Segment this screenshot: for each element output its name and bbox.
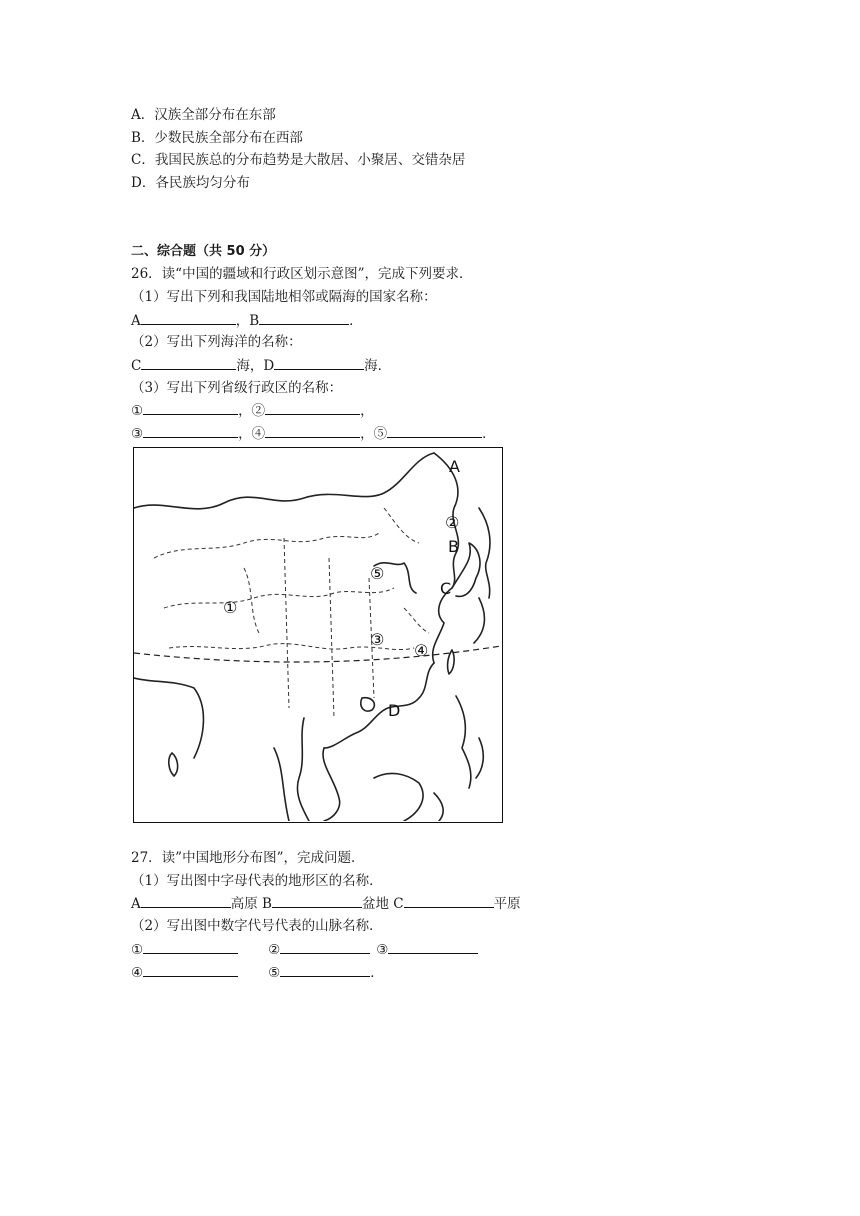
q26-part3-row2: ③ ，④ ，⑤ ． [131, 423, 496, 444]
q27-part1: （1）写出图中字母代表的地形区的名称． [131, 873, 383, 889]
map-label-2: ② [445, 513, 460, 532]
map-drawing [134, 448, 501, 821]
q27-part2-row1: ① ② ③ [131, 939, 478, 960]
landform-blank-a[interactable] [141, 893, 231, 908]
q26-part3-row1: ① ，② ， [131, 400, 374, 421]
option-a: A．汉族全部分布在东部 [131, 107, 276, 123]
map-label-d: D [388, 701, 401, 720]
answer-blank-d[interactable] [274, 355, 364, 370]
answer-blank-4[interactable] [265, 423, 360, 438]
answer-blank-a[interactable] [141, 310, 236, 325]
map-label-3: ③ [370, 630, 385, 649]
mountain-blank-1[interactable] [143, 939, 238, 954]
map-label-1: ① [223, 598, 238, 617]
q27-part2-row2: ④ ⑤ ． [131, 962, 384, 983]
landform-blank-c[interactable] [404, 893, 494, 908]
option-d: D．各民族均匀分布 [131, 175, 250, 191]
answer-blank-c[interactable] [141, 355, 236, 370]
map-label-5: ⑤ [370, 564, 385, 583]
answer-blank-3[interactable] [143, 423, 238, 438]
mountain-blank-3[interactable] [388, 939, 478, 954]
landform-blank-b[interactable] [272, 893, 362, 908]
q26-part2-blanks: C 海，D 海． [131, 355, 391, 376]
answer-blank-1[interactable] [143, 400, 238, 415]
map-label-4: ④ [414, 641, 429, 660]
map-label-c: C [440, 579, 452, 598]
q27-part2: （2）写出图中数字代号代表的山脉名称． [131, 918, 383, 934]
option-b: B．少数民族全部分布在西部 [131, 130, 303, 146]
option-c: C．我国民族总的分布趋势是大散居、小聚居、交错杂居 [131, 152, 466, 168]
q26-stem: 26．读“中国的疆域和行政区划示意图”，完成下列要求． [131, 266, 473, 282]
section-heading: 二、综合题（共 50 分） [131, 244, 276, 259]
q26-part3: （3）写出下列省级行政区的名称： [131, 380, 343, 396]
map-label-b: B [448, 537, 459, 556]
answer-blank-5[interactable] [387, 423, 482, 438]
q26-part1: （1）写出下列和我国陆地相邻或隔海的国家名称： [131, 289, 437, 305]
answer-blank-b[interactable] [259, 310, 349, 325]
map-label-a: A [449, 457, 460, 476]
q27-part1-blanks: A 高原 B 盆地 C 平原 [131, 893, 521, 914]
mountain-blank-4[interactable] [143, 962, 238, 977]
q26-part1-blanks: A ，B ． [131, 310, 363, 331]
answer-blank-2[interactable] [265, 400, 360, 415]
mountain-blank-2[interactable] [280, 939, 370, 954]
mountain-blank-5[interactable] [280, 962, 370, 977]
china-territory-map [133, 447, 503, 823]
q26-part2: （2）写出下列海洋的名称： [131, 334, 302, 350]
q27-stem: 27．读”中国地形分布图”，完成问题． [131, 850, 365, 866]
